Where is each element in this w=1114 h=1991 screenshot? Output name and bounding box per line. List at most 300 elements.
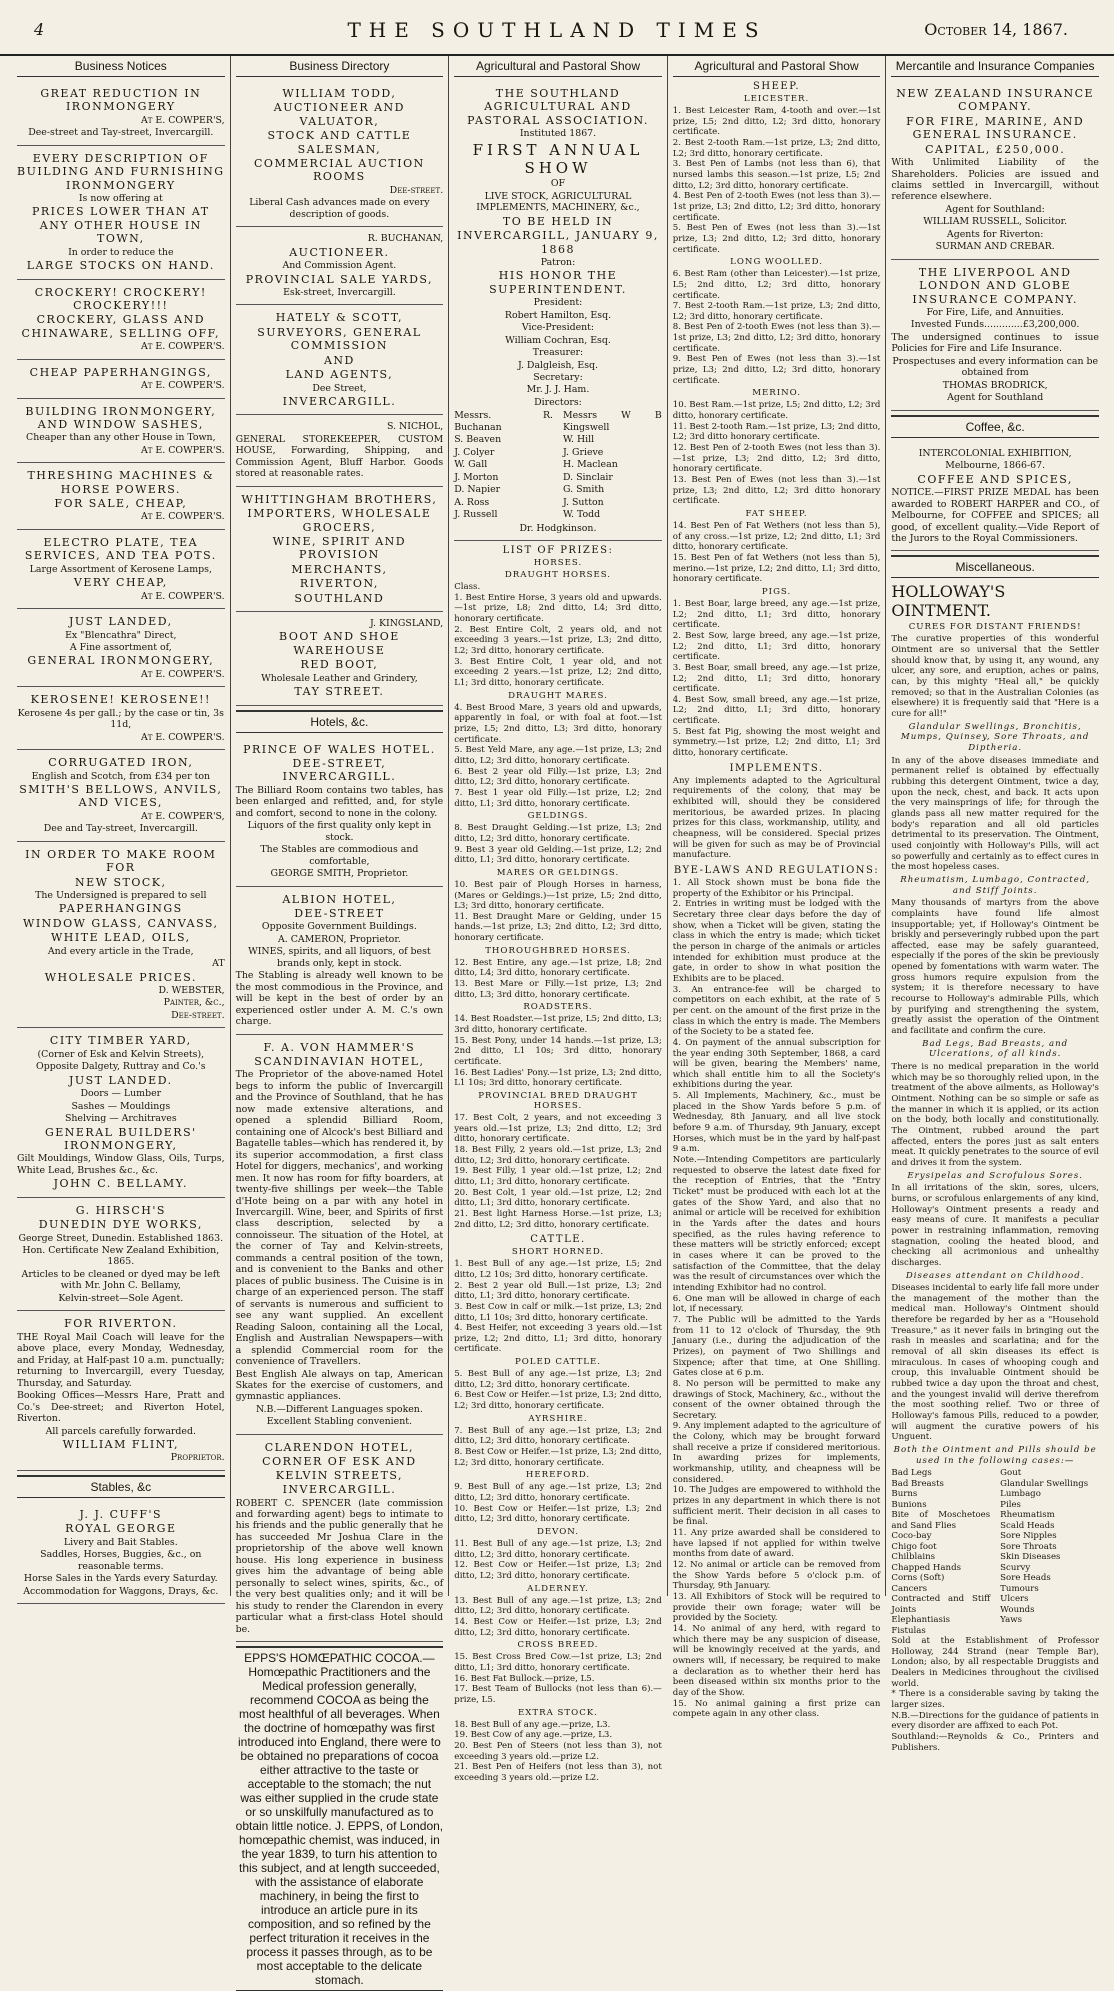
column-header: Business Directory — [236, 56, 444, 77]
cure-item: Bad Legs — [891, 1468, 932, 1479]
regulation-entry: 15. Best Pen of fat Wethers (not less than 5), merino.—1st prize, L2; 2nd ditto, L1; 3rd ditto, honorary certificate. — [672, 552, 881, 585]
ad-line: COFFEE AND SPICES, — [917, 472, 1073, 486]
prize-entry: 6. Best 2 year old Filly.—1st prize, L3; 2nd ditto, L2; 3rd ditto, honorary certificate. — [454, 766, 662, 788]
ad-line: Painter, &c., — [163, 997, 225, 1009]
section-title: HORSES. — [533, 558, 583, 569]
ad-line: English and Scotch, from £34 per ton — [31, 770, 211, 782]
column-insurance-misc — [886, 56, 1104, 1753]
ad-line: EVERY DESCRIPTION OF BUILDING AND FURNISHING IRONMONGERY — [17, 151, 225, 192]
ad-line: THE Royal Mail Coach will leave for the above place, every Monday, Wednesday, and Friday, at Half-past 10 a.m. punctually; returning to Invercargill, every Tuesday, Thursday, and Saturday. — [17, 1331, 225, 1389]
section-title: PROVINCIAL BRED DRAUGHT HORSES. — [478, 1091, 638, 1111]
section-title: DRAUGHT MARES. — [508, 690, 608, 701]
section-title: DRAUGHT HORSES. — [504, 570, 612, 581]
director-name: G. Smith — [562, 484, 605, 496]
cure-item: Scald Heads — [1000, 1520, 1055, 1531]
ad-line: A Fine assortment of, — [69, 641, 172, 653]
ad-line: BUILDING IRONMONGERY, AND WINDOW SASHES, — [25, 404, 217, 431]
ad-line: WINDOW GLASS, CANVASS, — [23, 916, 219, 930]
ad-line: The Billiard Room contains two tables, has been enlarged and refitted, and, for style and comfort, second to none in the colony. — [235, 784, 444, 819]
regulations-list — [673, 81, 881, 1720]
regulation-entry: 13. Best Pen of Ewes (not less than 3).—1st prize, L3; 2nd ditto, L2; 3rd ditto honorary certificate. — [672, 475, 881, 507]
cure-item: Bunions — [891, 1499, 927, 1510]
cure-item: Gout — [1000, 1468, 1022, 1479]
footer-line: Southland:—Reynolds & Co., Printers and Publishers. — [891, 1731, 1099, 1753]
ad-line: JOHN C. BELLAMY. — [53, 1177, 189, 1191]
advertisement — [236, 1035, 444, 1435]
ad-line: IN ORDER TO MAKE ROOM FOR — [25, 847, 217, 875]
ad-line: Hon. Certificate New Zealand Exhibition, 1865. — [22, 1245, 220, 1268]
director-name: Messrs W B Kingswell — [562, 410, 662, 433]
intro-line: William Cochran, Esq. — [505, 334, 611, 346]
cure-item: Sore Throats — [1000, 1541, 1057, 1552]
ad-line: Esk-street, Invercargill. — [283, 287, 396, 298]
ad-line: SURMAN AND CREBAR. — [935, 241, 1055, 253]
ad-line: Large Assortment of Kerosene Lamps, — [29, 563, 212, 575]
ad-line: Dee and Tay-street, Invercargill. — [43, 823, 198, 835]
footer-line: * There is a considerable saving by taking the larger sizes. — [891, 1689, 1099, 1710]
advertisement — [17, 687, 225, 750]
ad-line: Kelvin-street—Sole Agent. — [58, 1292, 184, 1304]
prize-entry: 11. Best Bull of any age.—1st prize, L3; 2nd ditto, L2; 3rd ditto, honorary certificate. — [454, 1539, 662, 1560]
prize-entry: 21. Best Pen of Heifers (not less than 3), not exceeding 3 years old.—prize L2. — [454, 1762, 662, 1783]
intro-line: Mr. J. J. Ham. — [526, 384, 590, 396]
intro-line: Secretary: — [533, 372, 583, 383]
holloway-line: The curative properties of this wonderful Ointment are so universal that the Settler should know that, by using it, any wound, any ulcer, any sore, and eruption, aches or pains, can, by this mighty "Heal all," be quickly removed; so that in the Australian Colonies (as elsewhere) it is frequently said that "Here is a cure for all!" — [891, 634, 1099, 720]
prize-entry: 18. Best Bull of any age.—prize, L3. — [454, 1719, 611, 1730]
ad-line: INVERCARGILL. — [282, 1483, 397, 1497]
regulation-entry: Note.—Intending Competitors are particularly requested to observe the latest date fixed for the reception of Entries, that the "Entry Ticket" must be produced with each lot at the gates of the Show Yard, and also that no animal or article will be received for exhibition in the Yards after the dates and hours specified, as the rules having reference to these matters will be strictly enforced; except in cases where it can be proved to the satisfaction of the Committee, that the delay was the result of circumstances over which the intending Exhibitor had no control. — [672, 1155, 881, 1293]
prize-entry: 6. Best Cow or Heifer.—1st prize, L3; 2nd ditto, L2; 3rd ditto, honorary certificate. — [454, 1390, 662, 1412]
holloway-line: In any of the above diseases immediate and permanent relief is obtained by effectually rubbing this detergent Ointment, twice a day, upon the neck, chest, and back. It acts upon the very mainsprings of life; for through the glands pass all new matter required for the body's reparation and all old particles detrimental to its preservation. The Ointment, used conjointly with Holloway's Pills, will act so powerfully and certainly as to effect cures in the most hopeless cases. — [891, 755, 1099, 873]
ad-line: J. KINGSLAND, — [370, 617, 444, 629]
regulation-entry: 2. Best 2-tooth Ram.—1st prize, L3; 2nd ditto, L2; 3rd ditto, honorary certificate. — [672, 137, 881, 159]
holloway-line: Diseases incidental to early life fall more under the management of the mother than the medical man. Holloway's Ointment should therefore be regarded by her as a "Household Treasure," as it never fails in bringing out the rash in measles and scarlatina; and for the removal of all skin diseases its effect is miraculous. In cases of whooping cough and croup, this invaluable Ointment should be rubbed twice a day upon the throat and chest, and the youngest invalid will derive therefrom the most soothing relief. Two or three of Holloway's famous Pills, reduced to a powder, will augment the curative powers of his Unguent. — [891, 1283, 1099, 1443]
advertisement — [17, 842, 225, 1029]
prize-entry: 9. Best Bull of any age.—1st prize, L3; 2nd ditto, L2; 3rd ditto, honorary certificate. — [454, 1482, 662, 1504]
ad-line: At E. COWPER'S. — [141, 341, 225, 353]
director-name: J. Russell — [454, 509, 498, 521]
cure-item: Coco-bay — [891, 1531, 932, 1542]
intro-line: INVERCARGILL, JANUARY 9, 1868 — [457, 229, 659, 256]
advertisement — [236, 305, 444, 415]
cure-item: Bite of Moschetoes and Sand Flies — [891, 1510, 991, 1531]
regulation-entry: 14. Best Pen of Fat Wethers (not less than 5), of any cross.—1st prize, L2; 2nd ditto, L1; 3rd ditto, honorary certificate. — [672, 520, 881, 553]
section-heading: Stables, &c — [17, 1475, 225, 1498]
section-heading: Coffee, &c. — [891, 415, 1099, 438]
prize-entry: 1. Best Entire Horse, 3 years old and upwards.—1st prize, L8; 2nd ditto, L4; 3rd ditto, honorary certificate. — [454, 592, 662, 625]
prize-entry: 20. Best Pen of Steers (not less than 3), not exceeding 3 years old.—prize L2. — [454, 1740, 662, 1762]
ad-line: In order to reduce the — [68, 246, 174, 258]
ad-line: SCANDINAVIAN HOTEL, — [254, 1054, 425, 1068]
section-title: HEREFORD. — [525, 1470, 591, 1481]
regulation-entry: 11. Best 2-tooth Ram.—1st prize, L3; 2nd ditto, L2; 3rd ditto honorary certificate. — [672, 421, 881, 443]
cure-item: Chilblains — [891, 1552, 936, 1563]
ad-line: VERY CHEAP, — [73, 576, 168, 590]
intro-line: Patron: — [540, 256, 576, 268]
cure-item: Skin Diseases — [1000, 1552, 1061, 1563]
ad-line: At E. COWPER'S. — [141, 668, 225, 680]
ad-line: Accommodation for Waggons, Drays, &c. — [23, 1585, 219, 1597]
directors-left — [454, 409, 553, 521]
regulation-entry: 7. The Public will be admitted to the Yards from 11 to 12 o'clock of Thursday, the 9th January (i.e., during the adjudication of the Prizes), on payment of Two Shillings and Sixpence; after that time, at One Shilling. Gates close at 6 p.m. — [672, 1314, 881, 1379]
advertisement — [17, 280, 225, 360]
advertisement — [236, 737, 444, 887]
regulation-entry: 9. Best Pen of Ewes (not less than 3).—1st prize, L3; 2nd ditto, L2; 3rd ditto, honorary certificate. — [672, 354, 881, 386]
advertisement — [17, 360, 225, 399]
holloway-line: Many thousands of martyrs from the above complaints have found life almost insupportable; yet, if Holloway's Ointment be briskly and perseveringly rubbed upon the part affected, ease may be safely guaranteed, especially if the pores of the skin be previously opened by fomentations with warm water. The gross humors require expulsion from the system; it is therefore necessary to have recourse to Holloway's admirable Pills, which by purifying and strengthening the system, greatly assist the operation of the Ointment and facilitate and confirm the cure. — [891, 898, 1099, 1037]
advertisement — [17, 1198, 225, 1312]
regulation-entry: 8. Best Pen of 2-tooth Ewes (not less than 3).—1st prize, L3; 2nd ditto, L2; 3rd ditto, honorary certificate. — [672, 322, 881, 354]
holloway-ad — [891, 582, 1099, 1753]
advertisement — [17, 1028, 225, 1197]
ad-line: CAPITAL, £250,000. — [925, 142, 1066, 156]
ad-line: The Stables are commodious and comfortable, — [260, 844, 419, 867]
prize-entry: 16. Best Fat Bullock.—prize, L5. — [454, 1673, 595, 1684]
director-name: W. Hill — [562, 434, 595, 446]
ad-line: AT — [212, 958, 225, 970]
issue-date: October 14, 1867. — [924, 20, 1068, 39]
ad-line: At E. COWPER'S. — [141, 590, 225, 602]
ad-line: Cheaper than any other House in Town, — [26, 432, 216, 444]
column-show-prizes — [449, 56, 668, 1783]
page-number: 4 — [34, 20, 45, 39]
regulation-entry: 15. No animal gaining a first prize can compete again in any other class. — [672, 1698, 881, 1720]
ad-line: RED BOOT, — [300, 658, 379, 672]
section-title: MERINO. — [752, 388, 801, 399]
ad-line: Ex "Blencathra" Direct, — [65, 629, 177, 641]
ad-line: CHEAP PAPERHANGINGS, — [29, 365, 212, 379]
ad-line: N.B.—Different Languages spoken. — [255, 1403, 423, 1415]
cure-item: Wounds — [1000, 1604, 1035, 1615]
ad-line: GENERAL IRONMONGERY, — [27, 654, 215, 668]
ad-line: GREAT REDUCTION IN IRONMONGERY — [40, 87, 202, 114]
ad-line: JUST LANDED, — [68, 615, 173, 629]
ad-line: CORNER OF ESK AND KELVIN STREETS, — [262, 1455, 417, 1482]
ad-line: The Stabling is already well known to be the most commodious in the Province, and will be kept in the best of order by an experienced ostler under A. M. C.'s own charge. — [235, 970, 444, 1028]
section-title: LONG WOOLLED. — [730, 257, 823, 268]
cure-item: Cancers — [891, 1583, 928, 1594]
prize-entry: 17. Best Colt, 2 years, and not exceeding 3 years old.—1st prize, L3; 2nd ditto, L2; 3rd ditto, honorary certificate. — [454, 1113, 662, 1145]
column-header: Agricultural and Pastoral Show — [673, 56, 881, 77]
prize-entry: 21. Best light Harness Horse.—1st prize, L3; 2nd ditto, L2; 3rd ditto, honorary certificate. — [454, 1208, 662, 1230]
advertisement — [17, 530, 225, 609]
regulation-entry: 10. The Judges are empowered to withhold the prizes in any department in which there is not sufficient merit. Their decision in all cases to be final. — [672, 1485, 881, 1528]
regulation-entry: 14. No animal of any herd, with regard to which there may be any suspicion of disease, will be knowingly received at the yards, and owners will, if necessary, be required to make a declaration as to whether their herd has been diseased within six months prior to the day of the Show. — [672, 1623, 881, 1698]
ad-line: Gilt Mouldings, Window Glass, Oils, Turps, White Lead, Brushes &c., &c. — [17, 1153, 225, 1176]
cure-item: Yaws — [1000, 1615, 1023, 1626]
intro-line: Instituted 1867. — [519, 128, 597, 140]
section-title: MARES OR GELDINGS. — [496, 867, 620, 878]
ad-line: PROVINCIAL SALE YARDS, — [245, 272, 434, 286]
ad-line: At E. COWPER'S. — [141, 380, 225, 392]
prize-entry: 14. Best Roadster.—1st prize, L5; 2nd ditto, L3; 3rd ditto, honorary certificate. — [454, 1014, 662, 1036]
prize-entry: 9. Best 3 year old Gelding.—1st prize, L2; 2nd ditto, L1; 3rd ditto, honorary certificate. — [454, 844, 662, 866]
ad-line: Opposite Dalgety, Ruttray and Co.'s — [36, 1061, 206, 1073]
cure-item: Rheumatism — [1000, 1510, 1055, 1521]
ad-line: For Fire, Life, and Annuities. — [926, 307, 1064, 318]
cures-left — [891, 1468, 990, 1636]
footer-line: Sold at the Establishment of Professor Holloway, 244 Strand (near Temple Bar), London; also, by all respectable Druggists and Dealers in Medicines throughout the civilised world. — [891, 1636, 1099, 1689]
ad-line: At E. COWPER'S. — [141, 731, 225, 743]
ad-line: George Street, Dunedin. Established 1863. — [18, 1232, 224, 1244]
prize-entry: 11. Best Draught Mare or Gelding, under 15 hands.—1st prize, L3; 2nd ditto, L2; 3rd ditto, honorary certificate. — [454, 911, 662, 944]
ad-line: GENERAL BUILDERS' IRONMONGERY, — [44, 1125, 197, 1152]
column-header: Agricultural and Pastoral Show — [454, 56, 662, 77]
prize-entry: 8. Best Cow or Heifer.—1st prize, L3; 2nd ditto, L2; 3rd ditto, honorary certificate. — [454, 1447, 662, 1468]
ad-line: The Proprietor of the above-named Hotel begs to inform the public of Invercargill and the Province of Southland, that he has now made extensive alterations, and opened a splendid Billiard Room, containing one of Alcock's best Billiard and Bagatelle tables—which has rendered it, by its superior accommodation, a first class Hotel for diggers, mechanics', and working men. It now has room for fifty boarders, at twenty-five shillings per week—the Table d'Hote being on a par with any hotel in Invercargill. Wine, beer, and Spirits of first class description, selected by a connoisseur. The situation of the Hotel, at the corner of Tay and Kelvin-streets, commands a central position of the town, and is convenient to the Banks and other places of public business. The Cuisine is in charge of an experienced person. The staff of servants is numerous and sufficient to see any want supplied. An excellent Reading Saloon, containing all the Local, English and Australian Newspapers—with a splendid Commercial room for the convenience of Travellers. — [235, 1069, 444, 1368]
section-title: PIGS. — [761, 586, 792, 597]
section-title: GELDINGS. — [527, 811, 589, 822]
regulation-entry: 12. Best Pen of 2-tooth Ewes (not less than 3).—1st prize, L3; 2nd ditto, L2; 3rd ditto, honorary certificate. — [672, 443, 881, 475]
intro-line: HIS HONOR THE SUPERINTENDENT. — [489, 269, 627, 296]
ad-line: BOOT AND SHOE WAREHOUSE — [279, 630, 400, 657]
cure-item: Corns (Soft) — [891, 1573, 945, 1584]
ad-line: WHITE LEAD, OILS, — [50, 931, 191, 945]
section-title: THOROUGHBRED HORSES. — [485, 945, 631, 956]
cure-item: Chigo foot — [891, 1541, 937, 1552]
cure-item: Lumbago — [1000, 1489, 1041, 1500]
ad-line: All parcels carefully forwarded. — [45, 1425, 196, 1437]
class-label: Class. — [454, 582, 481, 593]
regulation-entry: 3. Best Boar, small breed, any age.—1st prize, L2; 2nd ditto, L1; 3rd ditto, honorary certificate. — [672, 662, 881, 695]
advertisement — [17, 81, 225, 146]
prize-entry: 19. Best Cow of any age.—prize, L3. — [454, 1730, 613, 1741]
column-business-directory — [231, 56, 450, 1988]
cure-item: Sore Nipples — [1000, 1531, 1057, 1542]
ad-line: At E. COWPER'S. — [141, 511, 225, 523]
ad-line: SOUTHLAND — [294, 591, 385, 605]
ad-line: WILLIAM FLINT, — [62, 1437, 180, 1451]
section-heading: EPPS'S HOMŒPATHIC COCOA.—Homœpathic Practitioners and the Medical profession generally, recommend COCOA as being the most healthful of all beverages. When the doctrine of homœpathy was first introduced into England, there were to be obtained no preparations of cocoa either attractive to the taste or acceptable to the stomach; the nut was either supplied in the crude state or so unskilfully manufactured as to obtain little notice. J. EPPS, of London, homœpathic chemist, was induced, in the year 1839, to turn his attention to this subject, and at length succeeded, with the assistance of elaborate machinery, in being the first to introduce an article pure in its composition, and so refined by the perfect trituration it receives in the process it passes through, as to be most acceptable to the delicate stomach. — [236, 1646, 444, 1991]
ad-line: Dee-street and Tay-street, Invercargill. — [28, 127, 214, 139]
prize-entry: 10. Best Cow or Heifer.—1st prize, L3; 2nd ditto, L2; 3rd ditto, honorary certificate. — [454, 1503, 662, 1525]
ad-line: CITY TIMBER YARD, — [49, 1034, 192, 1048]
regulation-entry: 3. An entrance-fee will be charged to competitors on each exhibit, at the rate of 5 per cent. on the amount of the first prize in the class in which the entry is made. The Members of the Society to be a stated fee. — [672, 984, 881, 1038]
ad-line: RIVERTON, — [299, 577, 379, 591]
prize-entry: 1. Best Bull of any age.—1st prize, L5; 2nd ditto, L2 10s; 3rd ditto, honorary certificate. — [454, 1259, 662, 1280]
intro-line: Directors: — [534, 396, 582, 408]
ad-line: ALBION HOTEL, — [282, 892, 397, 906]
prize-entry: 4. Best Brood Mare, 3 years old and upwards, apparently in foal, or with foal at foot.—1st prize, L5; 2nd ditto, L3; 3rd ditto, honorary certificate. — [454, 702, 662, 745]
ad-line: At E. COWPER'S. — [141, 444, 225, 456]
ad-line: WILLIAM TODD, — [282, 87, 397, 100]
regulation-entry: 2. Entries in writing must be lodged with the Secretary three clear days before the day of show, when a Ticket will be given, stating the class in which the entry is made; which ticket the person in charge of the animals or articles intended for exhibition must produce at the gate, in order to show in what position the Exhibits are to be placed. — [672, 899, 881, 984]
cures-list — [891, 1468, 1099, 1636]
cure-item: Piles — [1000, 1499, 1021, 1510]
ad-line: Wholesale Leather and Grindery, — [261, 672, 418, 684]
prize-entry: 15. Best Cross Bred Cow.—1st prize, L3; 2nd ditto, L1; 3rd ditto, honorary certificate. — [454, 1652, 662, 1673]
cure-item: Tumours — [1000, 1583, 1039, 1594]
regulation-entry: 3. Best Pen of Lambs (not less than 6), that nursed lambs this season.—1st prize, L5; 2nd ditto, L2; 3rd ditto, honorary certificate. — [672, 159, 881, 191]
advertisement — [236, 1435, 444, 1642]
ad-line: The undersigned continues to issue Policies for Fire and Life Insurance. — [891, 331, 1099, 355]
ad-line: SURVEYORS, GENERAL COMMISSION — [257, 325, 422, 353]
section-title: SHORT HORNED. — [511, 1247, 605, 1258]
ad-line: DUNEDIN DYE WORKS, — [38, 1218, 203, 1232]
holloway-line: Rheumatism, Lumbago, Contracted, and Stiff Joints. — [900, 874, 1091, 896]
prize-entry: 2. Best Entire Colt, 2 years old, and not exceeding 3 years.—1st prize, L3; 2nd ditto, L2; 3rd ditto, honorary certificate. — [454, 624, 662, 657]
ad-line: WILLIAM RUSSELL, Solicitor. — [923, 216, 1068, 228]
section-title: ROADSTERS. — [523, 1002, 593, 1013]
cure-item: Ulcers — [1000, 1594, 1029, 1605]
ad-line: STOCK AND CATTLE SALESMAN, — [267, 129, 412, 156]
section-heading: Hotels, &c. — [236, 710, 444, 733]
intro-line: President: — [533, 297, 583, 309]
column-header: Mercantile and Insurance Companies — [891, 56, 1099, 77]
ad-line: COMMERCIAL AUCTION ROOMS — [254, 157, 425, 184]
section-title: ALDERNEY. — [527, 1583, 589, 1594]
ad-line: Liquors of the first quality only kept in stock. — [247, 820, 432, 843]
ad-line: SMITH'S BELLOWS, ANVILS, AND VICES, — [19, 783, 223, 810]
ad-line: Excellent Stabling convenient. — [266, 1416, 412, 1428]
directors-list — [454, 409, 662, 521]
intro-line: Robert Hamilton, Esq. — [504, 309, 612, 321]
regulation-entry: 1. Best Boar, large breed, any age.—1st prize, L2; 2nd ditto, L1; 3rd ditto, honorary certificate. — [672, 598, 881, 631]
directors-right — [563, 409, 662, 521]
ad-line: S. NICHOL, — [386, 421, 444, 433]
regulation-entry: 8. No person will be permitted to make any drawings of Stock, Machinery, &c., without the consent of the owner obtained through the Secretary. — [672, 1378, 881, 1421]
director-name: W. Todd — [562, 509, 601, 521]
ad-line: Horse Sales in the Yards every Saturday. — [23, 1573, 218, 1585]
cure-item: Sore Heads — [1000, 1573, 1051, 1584]
holloway-line: Both the Ointment and Pills should be used in the following cases:— — [893, 1445, 1097, 1466]
prize-list — [454, 545, 662, 1783]
regulation-entry: 2. Best Sow, large breed, any age.—1st prize, L2; 2nd ditto, L1; 3rd ditto, honorary certificate. — [672, 630, 881, 663]
regulation-entry: 11. Any prize awarded shall be considered to have lapsed if not applied for within twelve months from date of award. — [672, 1528, 881, 1560]
intro-line: FIRST ANNUAL SHOW — [472, 140, 644, 177]
cures-right — [1000, 1468, 1099, 1636]
prize-entry: 5. Best Yeld Mare, any age.—1st prize, L3; 2nd ditto, L2; 3rd ditto, honorary certificate. — [454, 745, 662, 766]
ad-line: Is now offering at — [78, 192, 163, 204]
ad-line: GEORGE SMITH, Proprietor. — [270, 868, 409, 880]
holloway-line: Glandular Swellings, Bronchitis, Mumps, Quinsey, Sore Throats, and Diptheria. — [900, 721, 1090, 753]
column-header: Business Notices — [17, 56, 225, 77]
ad-line: CORRUGATED IRON, — [48, 756, 194, 770]
ad-line: NOTICE.—FIRST PRIZE MEDAL has been awarded to ROBERT HARPER and CO., of Melbourne, for COFFEE and SPICES; all good, of excellent quality.—Vide Report of the Jurors to the Royal Commissioners. — [891, 487, 1099, 544]
ad-line: J. J. CUFF'S — [79, 1507, 163, 1521]
ad-line: (Corner of Esk and Kelvin Streets), — [37, 1048, 205, 1060]
column-business-notices — [12, 56, 231, 1596]
ad-line: PAPERHANGINGS — [58, 902, 183, 916]
regulation-entry: 6. One man will be allowed in charge of each lot, if necessary. — [672, 1293, 881, 1315]
ad-line: At E. COWPER'S, — [141, 810, 225, 822]
prize-entry: 12. Best Entire, any age.—1st prize, L8; 2nd ditto, L4; 3rd ditto, honorary certificate. — [454, 957, 662, 979]
prize-entry: 15. Best Pony, under 14 hands.—1st prize, L3; 2nd ditto, L1 10s; 3rd ditto, honorary certificate. — [454, 1035, 662, 1068]
section-title: AYRSHIRE. — [528, 1413, 588, 1424]
ad-line: CROCKERY, GLASS AND CHINAWARE, SELLING OFF, — [21, 313, 221, 340]
holloway-line: CURES FOR DISTANT FRIENDS! — [908, 622, 1082, 633]
prize-entry: 12. Best Cow or Heifer.—1st prize, L3; 2nd ditto, L2; 3rd ditto, honorary certificate. — [454, 1560, 662, 1581]
advertisement — [891, 260, 1099, 411]
prize-entry: 16. Best Ladies' Pony.—1st prize, L3; 2nd ditto, L1 10s; 3rd ditto, honorary certificate. — [454, 1067, 662, 1089]
regulation-entry: Any implements adapted to the Agricultural requirements of the colony, that may be exhibited will, should they be considered meritorious, be awarded prizes. In placing prizes for this class, workmanship, utility, and cheapness, will be considered. Special prizes will be given for such as may be of Provincial manufacture. — [672, 775, 881, 861]
ad-line: Opposite Government Buildings. — [261, 921, 417, 933]
ad-line: Saddles, Horses, Buggies, &c., on reasonable terms. — [40, 1549, 202, 1572]
ad-line: JUST LANDED. — [68, 1073, 173, 1087]
ad-line: Proprietor. — [170, 1452, 225, 1464]
regulation-entry: 6. Best Ram (other than Leicester).—1st prize, L5; 2nd ditto, L2; 3rd ditto, honorary certificate. — [672, 269, 881, 301]
ad-line: A. CAMERON, Proprietor. — [278, 933, 401, 945]
regulation-entry: 9. Any implement adapted to the agriculture of the Colony, which may be brought forward shall receive a prize if considered meritorious. In awarding prizes for implements, workmanship, utility, and cheapness will be considered. — [672, 1421, 881, 1485]
prize-entry: 3. Best Entire Colt, 1 year old, and not exceeding 2 years.—1st prize, L2; 2nd ditto, L1; 3rd ditto, honorary certificate. — [454, 656, 662, 688]
intro-line: OF — [550, 178, 566, 190]
ad-line: LAND AGENTS, — [285, 368, 394, 382]
prize-entry: 8. Best Draught Gelding.—1st prize, L3; 2nd ditto, L2; 3rd ditto, honorary certificate. — [454, 823, 662, 844]
prize-entry: 20. Best Colt, 1 year old.—1st prize, L2; 2nd ditto, L1; 3rd ditto, honorary certificate. — [454, 1187, 662, 1209]
ad-line: Booking Offices—Messrs Hare, Pratt and Co.'s Dee-street; and Riverton Hotel, Riverton. — [17, 1390, 225, 1425]
holloway-line: Erysipelas and Scrofulous Sores. — [907, 1170, 1083, 1181]
ad-line: DEE-STREET — [294, 906, 385, 920]
ad-line: With Unlimited Liability of the Shareholders. Policies are issued and claims settled in Invercargill, without reference elsewhere. — [891, 157, 1099, 203]
ad-line: ELECTRO PLATE, TEA SERVICES, AND TEA POTS. — [24, 535, 217, 563]
advertisement — [236, 227, 444, 305]
advertisement — [891, 81, 1099, 260]
ad-line: The Undersigned is prepared to sell — [35, 889, 207, 901]
prize-entry: 2. Best 2 year old Bull.—1st prize, L3; 2nd ditto, L1; 3rd ditto, honorary certificate. — [454, 1280, 662, 1302]
ad-line: Melbourne, 1866-67. — [945, 460, 1046, 472]
director-name: D. Sinclair — [562, 471, 613, 483]
prizes-title: LIST OF PRIZES: — [502, 545, 614, 557]
ad-line: D. WEBSTER, — [158, 985, 225, 996]
ad-line: IMPORTERS, WHOLESALE GROCERS, — [247, 507, 432, 534]
prize-entry: 13. Best Mare or Filly.—1st prize, L3; 2nd ditto, L3; 3rd ditto, honorary certificate. — [454, 979, 662, 1000]
prize-entry: 3. Best Cow in calf or milk.—1st prize, L3; 2nd ditto, L1 10s; 3rd ditto, honorary certificate. — [454, 1301, 662, 1323]
regulation-entry: 5. All Implements, Machinery, &c., must be placed in the Show Yards before 5 p.m. of Wednesday, 8th January, and all live stock before 9 a.m. of Thursday, 9th January, except Horses, which must be in the yard by half-past 9 a.m. — [672, 1091, 881, 1155]
section-title: LEICESTER. — [743, 94, 810, 104]
ad-line: CLARENDON HOTEL, — [264, 1440, 415, 1454]
prize-entry: 7. Best 1 year old Filly.—1st prize, L2; 2nd ditto, L1; 3rd ditto, honorary certificate. — [454, 787, 662, 809]
prize-entry: 19. Best Filly, 1 year old.—1st prize, L2; 2nd ditto, L1; 3rd ditto, honorary certificate. — [454, 1166, 662, 1187]
ad-line: Agents for Riverton: — [946, 228, 1044, 240]
advertisement — [236, 81, 444, 227]
ad-line: And every article in the Trade, — [47, 945, 194, 957]
holloway-line: In all irritations of the skin, sores, ulcers, burns, or scrofulous enlargements of any kind, Holloway's Ointment presents a ready and easy means of cure. It manifests a peculiar power in restraining inflammation, removing stagnation, cooling the heated blood, and checking all acrimonious and unhealthy discharges. — [891, 1183, 1099, 1268]
ad-line: PRICES LOWER THAN AT ANY OTHER HOUSE IN TOWN, — [31, 205, 210, 246]
regulation-entry: 12. No animal or article can be removed from the Show Yards before 5 o'clock p.m. of Thursday, 9th January. — [672, 1560, 881, 1592]
ad-line: R. BUCHANAN, — [367, 233, 444, 245]
section-heading: Miscellaneous. — [891, 555, 1099, 578]
ad-line: Dee-street. — [171, 1009, 225, 1021]
advertisement — [17, 463, 225, 530]
ad-line: TAY STREET. — [294, 685, 385, 699]
ad-line: KEROSENE! KEROSENE!! — [30, 693, 211, 707]
ad-line: WHITTINGHAM BROTHERS, — [241, 492, 438, 506]
regulation-entry: 1. Best Leicester Ram, 4-tooth and over.—1st prize, L5; 2nd ditto, L2; 3rd ditto, honorary certificate. — [672, 106, 881, 138]
ad-line: Livery and Bait Stables. — [63, 1536, 178, 1548]
ad-line: FOR SALE, CHEAP, — [54, 497, 188, 511]
regulation-entry: 4. Best Sow, small breed, any age.—1st prize, L2; 2nd ditto, L1; 3rd ditto, honorary certificate. — [672, 694, 881, 727]
section-title: BYE-LAWS AND REGULATIONS: — [673, 865, 880, 876]
director-name: J. Grieve — [562, 446, 604, 458]
intro-line: Treasurer: — [532, 347, 584, 359]
cure-item: Glandular Swellings — [1000, 1478, 1089, 1489]
ad-line: At E. COWPER'S, — [141, 114, 225, 126]
masthead — [0, 0, 1114, 56]
intro-line: J. Dalgleish, Esq. — [517, 359, 599, 371]
prize-entry: 7. Best Bull of any age.—1st prize, L3; 2nd ditto, L2; 3rd ditto, honorary certificate. — [454, 1425, 662, 1447]
regulation-entry: 1. All Stock shown must be bona fide the property of the Exhibitor or his Principal. — [672, 878, 881, 899]
cure-item: Chapped Hands — [891, 1562, 961, 1573]
section-title: CROSS BREED. — [517, 1640, 599, 1651]
holloway-line: There is no medical preparation in the world which may be so thoroughly relied upon, in the treatment of the above ailments, as Holloway's Ointment. Nothing can be so simple or safe as the manner in which it is applied, or its action on the body, both locally and constitutionally. The Ointment, rubbed around the part affected, enters the pores just as salt enters meat. It quickly penetrates to the source of evil and drives it from the system. — [891, 1062, 1099, 1168]
ad-line: THRESHING MACHINES & HORSE POWERS. — [27, 469, 215, 496]
director-name: J. Colyer — [454, 446, 495, 458]
ad-line: THE LIVERPOOL AND LONDON AND GLOBE INSURANCE COMPANY. — [912, 265, 1078, 306]
intro-line: Vice-President: — [521, 322, 595, 334]
section-title: IMPLEMENTS. — [729, 762, 824, 774]
holloway-line: Bad Legs, Bad Breasts, and Ulcerations, of all kinds. — [922, 1038, 1069, 1060]
advertisement — [236, 415, 444, 486]
